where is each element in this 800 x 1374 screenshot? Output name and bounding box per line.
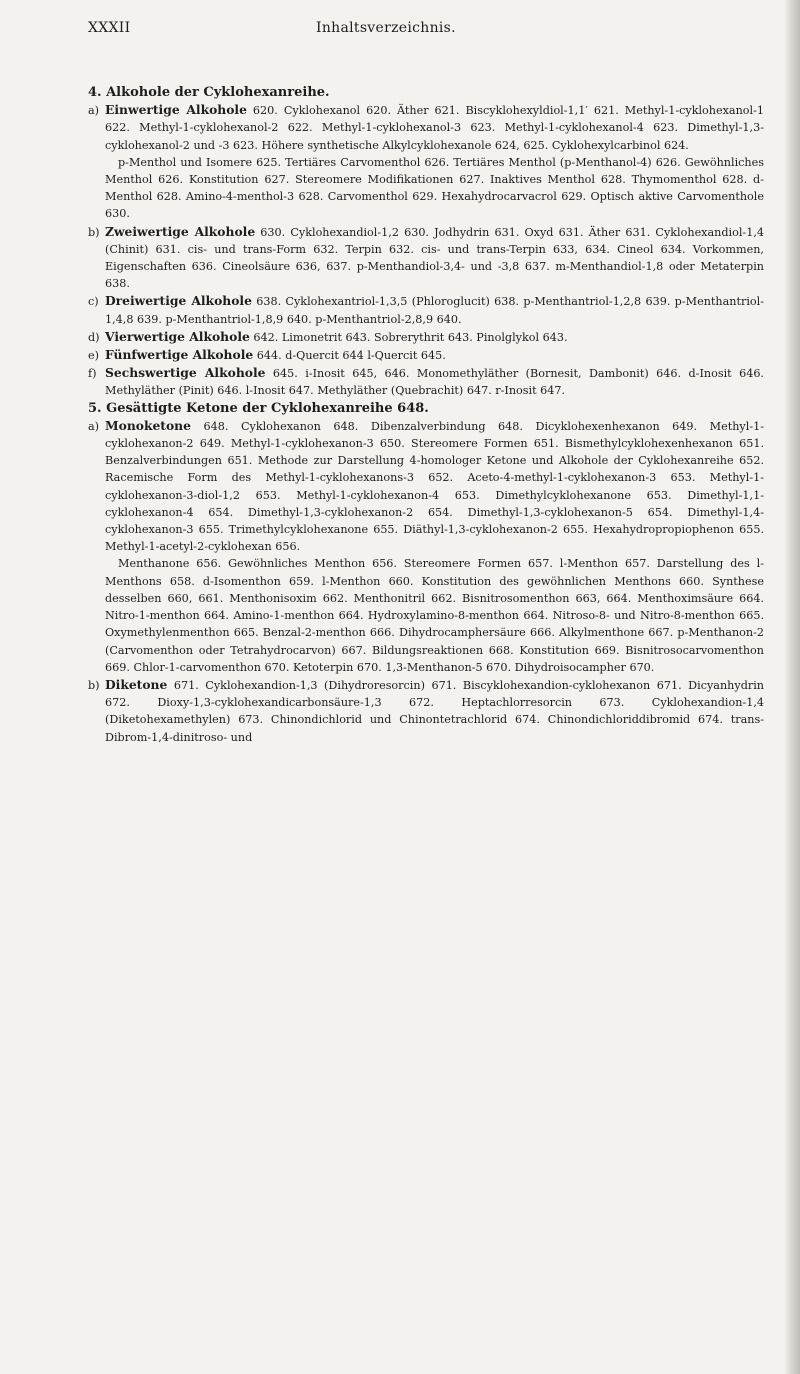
section-4a: a) Einwertige Alkohole 620. Cyklohexanol 620. Äther 621. Biscyklohexyldiol-1,1′ 621. Methyl-1-cyklohexanol-1 622. Methyl-1-cyklohexanol-2 622. Methyl-1-cyklohexanol-3 623. Methyl-1-cyklohexanol-4 623. Dimethyl-1,3-cyklohexanol-2 und -3 623. Höhere synthetische Alkylcyklohexanole 624, 625. Cyklohexylcarbinol 624. bbox=[88, 102, 765, 152]
section-4c: c) Dreiwertige Alkohole 638. Cyklohexantriol-1,3,5 (Phloroglucit) 638. p-Menthantriol-1,2,8 639. p-Menthantriol-1,4,8 639. p-Menthantriol-1,8,9 640. p-Menthantriol-2,8,9 640. bbox=[88, 293, 764, 326]
section-5b: b) Diketone 671. Cyklohexandion-1,3 (Dihydroresorcin) 671. Biscyklohexandion-cyklohexanon 671. Dicyanhydrin 672. Dioxy-1,3-cyklohexandicarbonsäure-1,3 672. Heptachlorresorcin 673. Cyklohexandion-1,4 (Diketohexamethylen) 673. Chinondichlorid und Chinontetrachlorid 674. Chinondichloriddibromid 674. trans-Dibrom-1,4-dinitroso- und bbox=[88, 676, 764, 744]
section-5-title: 5. Gesättigte Ketone der Cyklohexanreihe 648. bbox=[88, 400, 429, 416]
section-4b: b) Zweiwertige Alkohole 630. Cyklohexandiol-1,2 630. Jodhydrin 631. Oxyd 631. Äther 631. Cyklohexandiol-1,4 (Chinit) 631. cis- und trans-Form 632. Terpin 632. cis- und trans-Terpin 633, 634. Cineol 634. Vorkommen, Eigenschaften 636. Cineolsäure 636, 637. p-Menthandiol-3,4- und -3,8 637. m-Menthandiol-1,8 oder Metaterpin 638. bbox=[88, 223, 764, 291]
section-4f: f) Sechswertige Alkohole 645. i-Inosit 645, 646. Monomethyläther (Bornesit, Dambonit) 646. d-Inosit 646. Methyläther (Pinit) 646. l-Inosit 647. Methyläther (Quebrachit) 647. r-Inosit 647. bbox=[88, 365, 764, 398]
page-edge bbox=[784, 0, 800, 1374]
section-5a: a) Monoketone 648. Cyklohexanon 648. Dibenzalverbindung 648. Dicyklohexenhexanon 649. Methyl-1-cyklohexanon-2 649. Methyl-1-cyklohexanon-3 650. Stereomere Formen 651. Bismethylcyklohexenhexanon 651. Benzalverbindungen 651. Methode zur Darstellung 4-homologer Ketone und Alkohole der Cyklohexanreihe 652. Racemische Form des Methyl-1-cyklohexanons-3 652. Aceto-4-methyl-1-cyklohexanon-3 653. Methyl-1-cyklohexanon-3-diol-1,2 653. Methyl-1-cyklohexanon-4 653. Dimethylcyklohexanone 653. Dimethyl-1,1-cyklohexanon-4 654. Dimethyl-1,3-cyklohexanon-2 654. Dimethyl-1,3-cyklohexanon-5 654. Dimethyl-1,4-cyklohexanon-3 655. Trimethylcyklohexanone 655. Diäthyl-1,3-cyklohexanon-2 655. Hexahydropropiophenon 655. Methyl-1-acetyl-2-cyklohexan 656. bbox=[88, 417, 764, 554]
page-number: XXXII bbox=[88, 20, 131, 36]
section-4-title: 4. Alkohole der Cyklohexanreihe. bbox=[88, 85, 330, 100]
section-4a-menthol: p-Menthol und Isomere 625. Tertiäres Carvomenthol 626. Tertiäres Menthol (p-Menthanol-4) 626. Gewöhnliches Menthol 626. Konstitution 627. Stereomere Modifikationen 627. Inaktives Menthol 628. Thymomenthol 628. d-Menthol 628. Amino-4-menthol-3 628. Carvomenthol 629. Hexahydrocarvacrol 629. Optisch aktive Carvomenthole 630. bbox=[105, 155, 764, 221]
page-header bbox=[88, 20, 740, 36]
section-5a-menthanone: Menthanone 656. Gewöhnliches Menthon 656. Stereomere Formen 657. l-Menthon 657. Darstellung des l-Menthons 658. d-Isomenthon 659. l-Menthon 660. Konstitution des gewöhnlichen Menthons 660. Synthese desselben 660, 661. Menthonisoxim 662. Menthonitril 662. Bisnitrosomenthon 663, 664. Menthoximsäure 664. Nitro-1-menthon 664. Amino-1-menthon 664. Hydroxylamino-8-menthon 664. Nitroso-8- und Nitro-8-menthon 665. Oxymethylenmenthon 665. Benzal-2-menthon 666. Dihydrocamphersäure 666. Alkylmenthone 667. p-Menthanon-2 (Carvomenthon oder Tetrahydrocarvon) 667. Bildungsreaktionen 668. Konstitution 669. Bisnitrosocarvomenthon 669. Chlor-1-carvomenthon 670. Ketoterpin 670. 1,3-Menthanon-5 670. Dihydroisocampher 670. bbox=[105, 557, 764, 674]
toc-content bbox=[88, 84, 764, 746]
section-4e: e) Fünfwertige Alkohole 644. d-Quercit 644 l-Quercit 645. bbox=[88, 347, 446, 363]
section-4d: d) Vierwertige Alkohole 642. Limonetrit 643. Sobrerythrit 643. Pinolglykol 643. bbox=[88, 328, 568, 344]
header-title: Inhaltsverzeichnis. bbox=[316, 20, 456, 36]
